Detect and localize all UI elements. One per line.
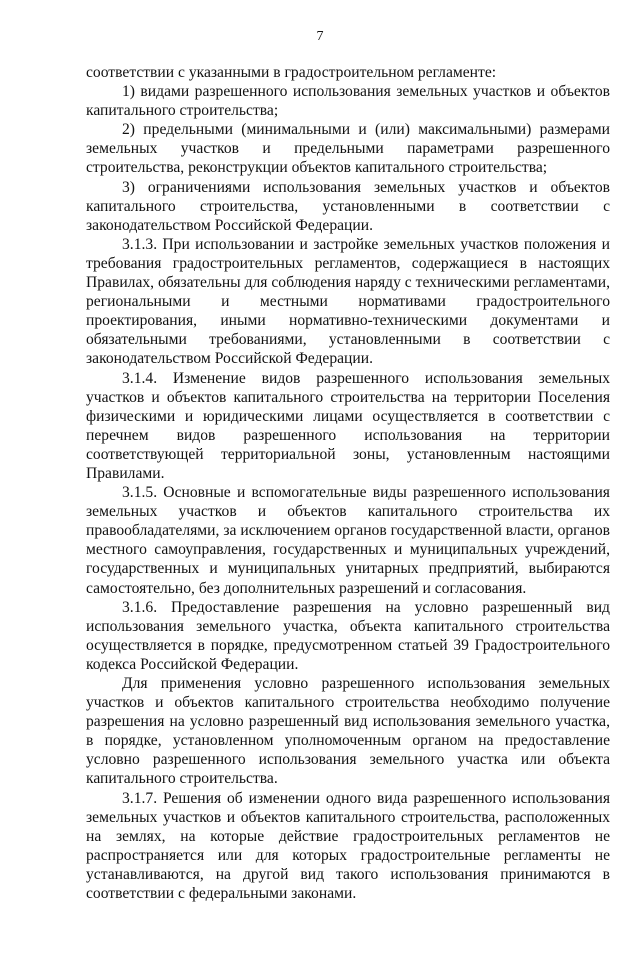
paragraph-3-1-4: 3.1.4. Изменение видов разрешенного использования земельных участков и объектов капитального строительства на территории Поселения физическими и юридическими лицами осуществляется в соответствии с перечнем видов разрешенного использования на территории соответствующей территориальной зоны, установленным настоящими Правилами. [86,369,610,482]
paragraph-continuation: соответствии с указанными в градостроительном регламенте: [86,64,497,81]
paragraph-item-1: 1) видами разрешенного использования земельных участков и объектов капитального строительства; [86,83,610,120]
paragraph-3-1-7: 3.1.7. Решения об изменении одного вида разрешенного использования земельных участков и объектов капитального строительства, расположенных на землях, на которые действие градостроительных регламентов не распространяется или для которых градостроительные регламенты не устанавливаются, на другой вид такого использования принимаются в соответствии с федеральными законами. [86,789,610,903]
paragraph-3-1-6: 3.1.6. Предоставление разрешения на условно разрешенный вид использования земельного участка, объекта капитального строительства осуществляется в порядке, предусмотренном статьей 39 Градостроительного кодекса Российской Федерации. [86,598,610,673]
document-body [86,63,610,903]
paragraph-3-1-5: 3.1.5. Основные и вспомогательные виды разрешенного использования земельных участков и объектов капитального строительства их правообладателями, за исключением органов государственной власти, органов местного самоуправления, государственных и муниципальных учреждений, государственных и муниципальных унитарных предприятий, выбираются самостоятельно, без дополнительных разрешений и согласования. [86,484,610,597]
paragraph-3-1-3: 3.1.3. При использовании и застройке земельных участков положения и требования градостроительных регламентов, содержащиеся в настоящих Правилах, обязательны для соблюдения наряду с техническими регламентами, региональными и местными нормативами градостроительного проектирования, иными нормативно-техническими документами и обязательными требованиями, установленными в соответствии с законодательством Российской Федерации. [86,235,610,368]
paragraph-conditional-use: Для применения условно разрешенного использования земельных участков и объектов капитального строительства необходимо получение разрешения на условно разрешенный вид использования земельного участка, в порядке, установленном уполномоченным органом на предоставление условно разрешенного использования земельного участка или объекта капитального строительства. [86,675,610,788]
paragraph-item-2: 2) предельными (минимальными и (или) максимальными) размерами земельных участков и предельными параметрами разрешенного строительства, реконструкции объектов капитального строительства; [86,121,610,177]
paragraph-item-3: 3) ограничениями использования земельных участков и объектов капитального строительства, установленными в соответствии с законодательством Российской Федерации. [86,178,610,234]
page-number: 7 [316,29,324,44]
